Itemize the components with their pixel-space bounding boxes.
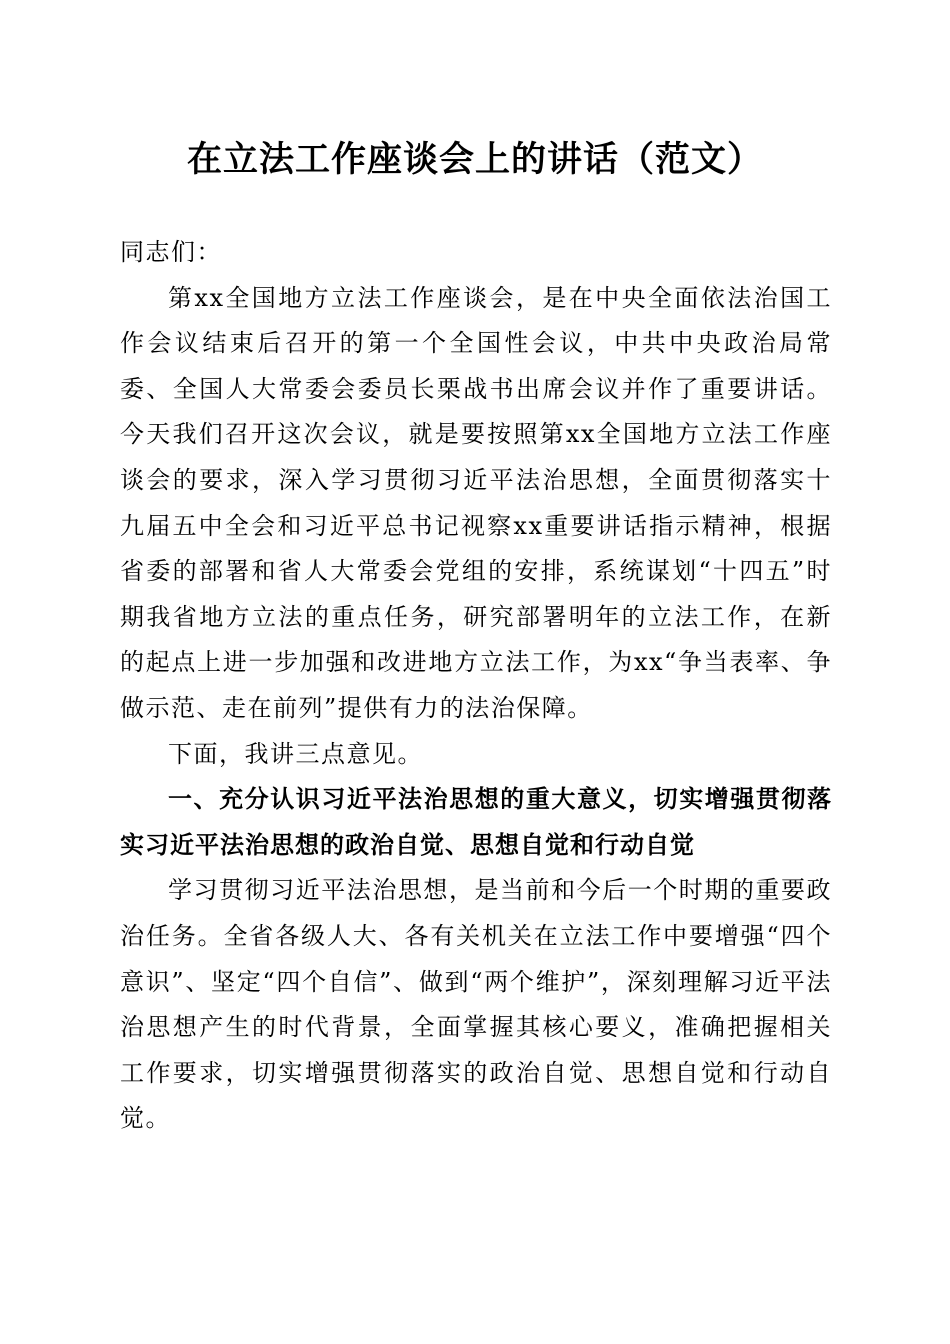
- salutation: 同志们：: [120, 238, 222, 266]
- paragraph-intro: 第xx全国地方立法工作座谈会，是在中央全面依法治国工作会议结束后召开的第一个全国性会议，中共中央政治局常委、全国人大常委会委员长栗战书出席会议并作了重要讲话。今天我们召开这次会议，就是要按照第xx全国地方立法工作座谈会的要求，深入学习贯彻习近平法治思想，全面贯彻落实十九届五中全会和习近平总书记视察xx重要讲话指示精神，根据省委的部署和省人大常委会党组的安排，系统谋划“十四五”时期我省地方立法的重点任务，研究部署明年的立法工作，在新的起点上进一步加强和改进地方立法工作，为xx“争当表率、争做示范、走在前列”提供有力的法治保障。: [120, 283, 832, 722]
- document-title: 在立法工作座谈会上的讲话（范文）: [186, 139, 763, 180]
- paragraph-section-1: 学习贯彻习近平法治思想，是当前和今后一个时期的重要政治任务。全省各级人大、各有关机关在立法工作中要增强“四个意识”、坚定“四个自信”、做到“两个维护”，深刻理解习近平法治思想产生的时代背景，全面掌握其核心要义，准确把握相关工作要求，切实增强贯彻落实的政治自觉、思想自觉和行动自觉。: [120, 876, 832, 1133]
- document-body: [120, 230, 832, 1142]
- section-heading-1: 一、充分认识习近平法治思想的重大意义，切实增强贯彻落实习近平法治思想的政治自觉、思想自觉和行动自觉: [120, 785, 832, 859]
- paragraph-transition: 下面，我讲三点意见。: [168, 739, 423, 768]
